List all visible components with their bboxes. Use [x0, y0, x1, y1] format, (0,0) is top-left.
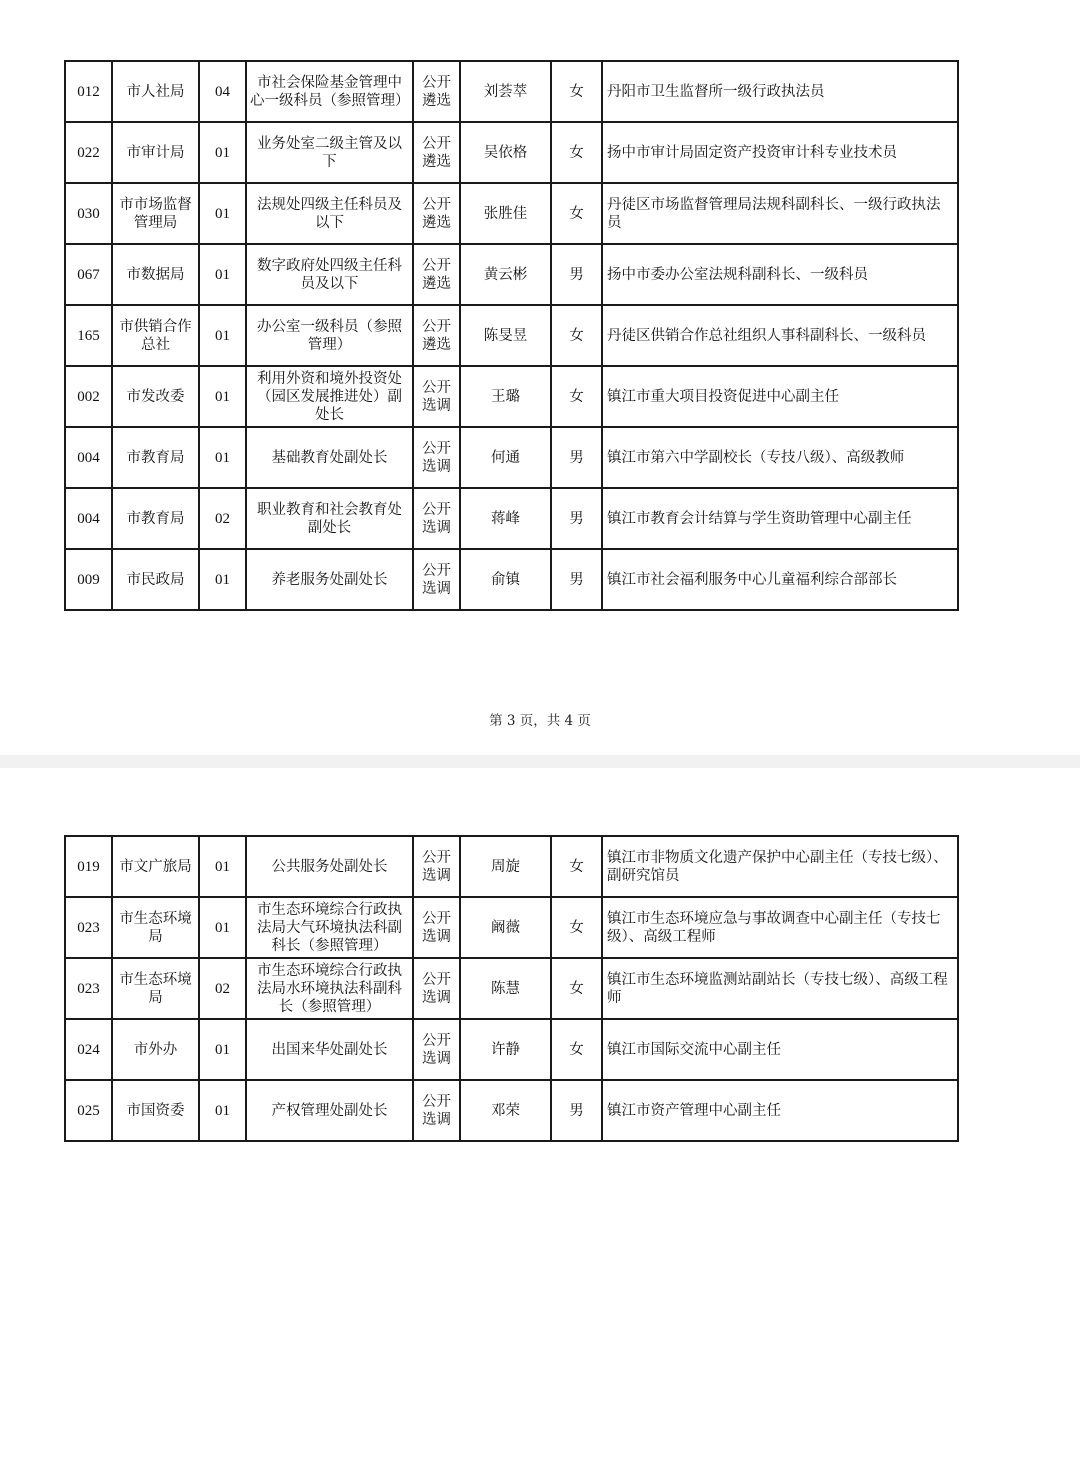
table-row [65, 183, 958, 244]
gender-cell: 女 [551, 61, 602, 122]
position-code-cell: 02 [199, 958, 246, 1019]
position-cell: 市社会保险基金管理中心一级科员（参照管理） [246, 61, 413, 122]
page-separator [0, 755, 1080, 768]
unit-cell: 市生态环境局 [112, 958, 199, 1019]
unit-cell: 市教育局 [112, 427, 199, 488]
gender-cell: 男 [551, 1080, 602, 1141]
unit-code-cell: 067 [65, 244, 112, 305]
unit-cell: 市外办 [112, 1019, 199, 1080]
experience-cell: 镇江市教育会计结算与学生资助管理中心副主任 [602, 488, 958, 549]
position-cell: 办公室一级科员（参照管理） [246, 305, 413, 366]
position-code-cell: 04 [199, 61, 246, 122]
table-row [65, 366, 958, 427]
position-code-cell: 01 [199, 427, 246, 488]
unit-cell: 市生态环境局 [112, 897, 199, 958]
unit-code-cell: 022 [65, 122, 112, 183]
unit-code-cell: 019 [65, 836, 112, 897]
name-cell: 何通 [460, 427, 551, 488]
method-cell: 公开选调 [413, 366, 460, 427]
table-row [65, 122, 958, 183]
page-number-footer: 第 3 页，共 4 页 [489, 713, 591, 729]
name-cell: 蒋峰 [460, 488, 551, 549]
position-code-cell: 01 [199, 366, 246, 427]
unit-code-cell: 012 [65, 61, 112, 122]
unit-code-cell: 165 [65, 305, 112, 366]
name-cell: 陈旻昱 [460, 305, 551, 366]
unit-cell: 市数据局 [112, 244, 199, 305]
table-row [65, 488, 958, 549]
table-row [65, 549, 958, 610]
experience-cell: 镇江市非物质文化遗产保护中心副主任（专技七级）、副研究馆员 [602, 836, 958, 897]
method-cell: 公开遴选 [413, 183, 460, 244]
unit-cell: 市人社局 [112, 61, 199, 122]
table-row [65, 305, 958, 366]
unit-cell: 市发改委 [112, 366, 199, 427]
name-cell: 吴依格 [460, 122, 551, 183]
method-cell: 公开遴选 [413, 244, 460, 305]
position-code-cell: 01 [199, 836, 246, 897]
unit-cell: 市文广旅局 [112, 836, 199, 897]
position-code-cell: 01 [199, 305, 246, 366]
method-cell: 公开选调 [413, 549, 460, 610]
experience-cell: 镇江市重大项目投资促进中心副主任 [602, 366, 958, 427]
position-cell: 利用外资和境外投资处（园区发展推进处）副处长 [246, 366, 413, 427]
unit-code-cell: 023 [65, 958, 112, 1019]
unit-cell: 市供销合作总社 [112, 305, 199, 366]
method-cell: 公开选调 [413, 897, 460, 958]
method-cell: 公开选调 [413, 1019, 460, 1080]
gender-cell: 女 [551, 122, 602, 183]
gender-cell: 男 [551, 549, 602, 610]
unit-code-cell: 004 [65, 488, 112, 549]
name-cell: 王璐 [460, 366, 551, 427]
position-cell: 数字政府处四级主任科员及以下 [246, 244, 413, 305]
personnel-table-page-4 [64, 835, 959, 1142]
personnel-table-page-3 [64, 60, 959, 611]
gender-cell: 男 [551, 244, 602, 305]
position-code-cell: 01 [199, 244, 246, 305]
gender-cell: 女 [551, 958, 602, 1019]
unit-cell: 市审计局 [112, 122, 199, 183]
experience-cell: 镇江市第六中学副校长（专技八级）、高级教师 [602, 427, 958, 488]
experience-cell: 镇江市资产管理中心副主任 [602, 1080, 958, 1141]
position-cell: 基础教育处副处长 [246, 427, 413, 488]
unit-code-cell: 024 [65, 1019, 112, 1080]
experience-cell: 丹徒区供销合作总社组织人事科副科长、一级科员 [602, 305, 958, 366]
position-cell: 法规处四级主任科员及以下 [246, 183, 413, 244]
name-cell: 俞镇 [460, 549, 551, 610]
table-row [65, 244, 958, 305]
method-cell: 公开选调 [413, 427, 460, 488]
method-cell: 公开选调 [413, 958, 460, 1019]
position-cell: 业务处室二级主管及以下 [246, 122, 413, 183]
gender-cell: 女 [551, 1019, 602, 1080]
experience-cell: 扬中市审计局固定资产投资审计科专业技术员 [602, 122, 958, 183]
table-body [65, 61, 958, 610]
table-body [65, 836, 958, 1141]
table-row [65, 427, 958, 488]
unit-cell: 市教育局 [112, 488, 199, 549]
unit-code-cell: 025 [65, 1080, 112, 1141]
position-code-cell: 01 [199, 122, 246, 183]
method-cell: 公开遴选 [413, 61, 460, 122]
position-cell: 公共服务处副处长 [246, 836, 413, 897]
unit-code-cell: 030 [65, 183, 112, 244]
unit-code-cell: 002 [65, 366, 112, 427]
gender-cell: 女 [551, 897, 602, 958]
experience-cell: 丹阳市卫生监督所一级行政执法员 [602, 61, 958, 122]
name-cell: 阚薇 [460, 897, 551, 958]
method-cell: 公开遴选 [413, 122, 460, 183]
experience-cell: 扬中市委办公室法规科副科长、一级科员 [602, 244, 958, 305]
gender-cell: 女 [551, 183, 602, 244]
table-row [65, 958, 958, 1019]
table-row [65, 1080, 958, 1141]
position-cell: 市生态环境综合行政执法局大气环境执法科副科长（参照管理） [246, 897, 413, 958]
unit-cell: 市民政局 [112, 549, 199, 610]
gender-cell: 女 [551, 305, 602, 366]
name-cell: 周旋 [460, 836, 551, 897]
method-cell: 公开选调 [413, 1080, 460, 1141]
name-cell: 邓荣 [460, 1080, 551, 1141]
unit-code-cell: 009 [65, 549, 112, 610]
unit-cell: 市国资委 [112, 1080, 199, 1141]
experience-cell: 镇江市社会福利服务中心儿童福利综合部部长 [602, 549, 958, 610]
method-cell: 公开遴选 [413, 305, 460, 366]
table-row [65, 61, 958, 122]
experience-cell: 镇江市生态环境应急与事故调查中心副主任（专技七级）、高级工程师 [602, 897, 958, 958]
position-code-cell: 01 [199, 183, 246, 244]
position-cell: 产权管理处副处长 [246, 1080, 413, 1141]
table-row [65, 836, 958, 897]
name-cell: 许静 [460, 1019, 551, 1080]
unit-code-cell: 023 [65, 897, 112, 958]
experience-cell: 丹徒区市场监督管理局法规科副科长、一级行政执法员 [602, 183, 958, 244]
position-code-cell: 01 [199, 549, 246, 610]
position-code-cell: 01 [199, 897, 246, 958]
gender-cell: 女 [551, 366, 602, 427]
table-row [65, 897, 958, 958]
name-cell: 陈慧 [460, 958, 551, 1019]
position-cell: 市生态环境综合行政执法局水环境执法科副科长（参照管理） [246, 958, 413, 1019]
position-code-cell: 01 [199, 1080, 246, 1141]
position-cell: 出国来华处副处长 [246, 1019, 413, 1080]
unit-cell: 市市场监督管理局 [112, 183, 199, 244]
gender-cell: 女 [551, 836, 602, 897]
method-cell: 公开选调 [413, 488, 460, 549]
table-row [65, 1019, 958, 1080]
name-cell: 黄云彬 [460, 244, 551, 305]
gender-cell: 男 [551, 427, 602, 488]
name-cell: 刘荟萃 [460, 61, 551, 122]
name-cell: 张胜佳 [460, 183, 551, 244]
gender-cell: 男 [551, 488, 602, 549]
document-page-4 [0, 768, 1080, 1471]
position-cell: 职业教育和社会教育处副处长 [246, 488, 413, 549]
experience-cell: 镇江市国际交流中心副主任 [602, 1019, 958, 1080]
position-code-cell: 02 [199, 488, 246, 549]
method-cell: 公开选调 [413, 836, 460, 897]
unit-code-cell: 004 [65, 427, 112, 488]
position-code-cell: 01 [199, 1019, 246, 1080]
position-cell: 养老服务处副处长 [246, 549, 413, 610]
experience-cell: 镇江市生态环境监测站副站长（专技七级）、高级工程师 [602, 958, 958, 1019]
